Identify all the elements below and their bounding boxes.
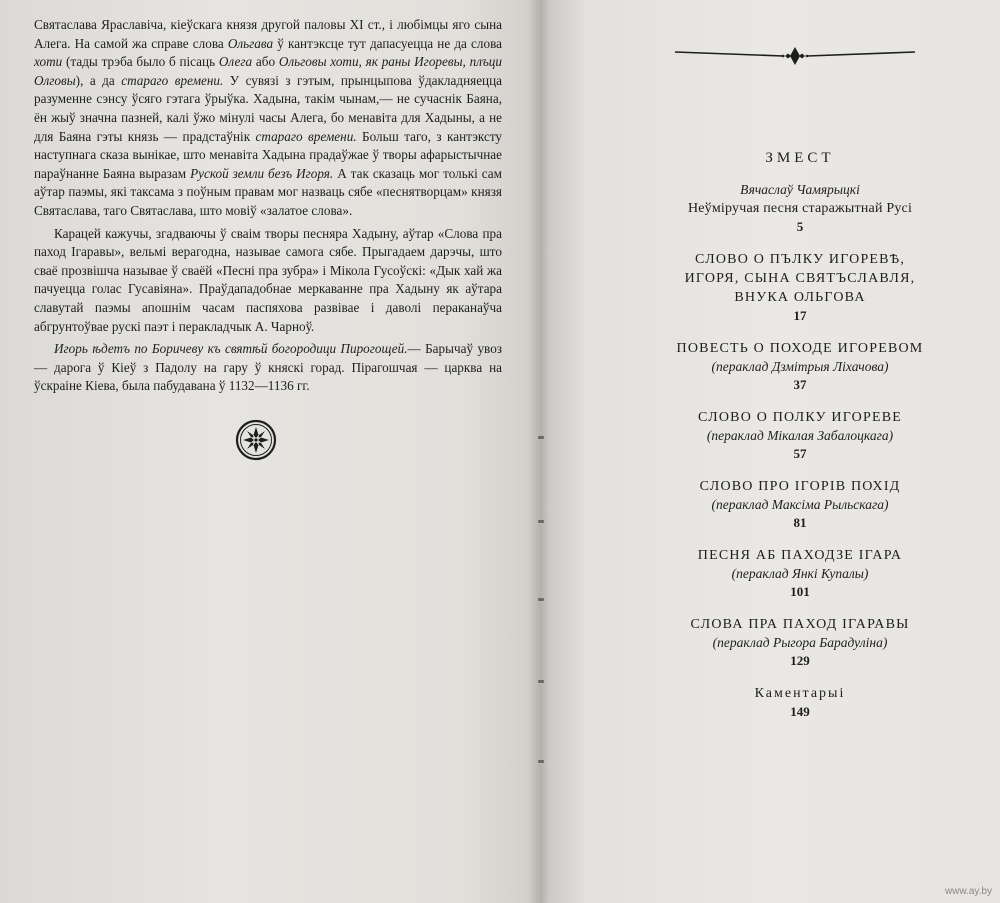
binding-stitch xyxy=(538,760,544,763)
text-run: ў кантэксце тут дапасуецца не да слова xyxy=(273,35,502,51)
quoted-phrase: Ольгава xyxy=(227,35,274,51)
text-run: (тады трэба было б пісаць xyxy=(62,54,219,70)
toc-entry xyxy=(640,339,960,394)
toc-translator: (пераклад Янкі Купалы) xyxy=(731,566,869,581)
toc-page-number: 37 xyxy=(793,377,807,392)
toc-entries xyxy=(640,250,960,670)
quoted-phrase: Руской земли безъ Игоря. xyxy=(190,165,334,181)
toc-heading: ПЕСНЯ АБ ПАХОДЗЕ ІГАРА xyxy=(697,548,903,563)
text-run: Карацей кажучы, згадваючы ў сваім творы песняра Хадыну, аўтар «Слова пра паход Ігаравы», вельмі верагодна, называе самога сябе. Прыгадаем дарэчы, што сваё прозвішча называе ў сваёй «Песні пра зубра» і Мікола Гусоўскі: «Дык хай жа пачуецца голас Гусавіяна». Праўдападобнае меркаванне пра Хадыну як аўтара славутай паэмы апошнім часам паспяхова развівае і даволі пераканаўча абгрунтоўвае рускі паэт і перакладчык А. Чарноў. xyxy=(34,225,502,334)
quoted-phrase: Игорь ѣдетъ по Боричеву къ святѣй богородици Пирогощей. xyxy=(54,341,408,357)
toc-page-number: 149 xyxy=(790,704,810,719)
toc-comments-label: Каментарыі xyxy=(754,686,846,701)
text-run: — Барычаў увоз — дарога ў Кіеў з Падолу на гару ў княскі горад. Пірагошчая — царква на ўскраіне Кіева, была пабудавана ў 1132—1136 гг. xyxy=(34,341,502,394)
rosette-ornament-icon xyxy=(234,418,278,462)
toc-heading: СЛОВО О ПЪЛКУ ИГОРЕВѢ, xyxy=(694,252,906,267)
header-ornament-rule xyxy=(675,44,915,68)
toc-page-number: 101 xyxy=(790,584,810,599)
toc-author: Вячаслаў Чамярыцкі xyxy=(740,182,860,197)
binding-stitch xyxy=(538,598,544,601)
text-run: ), а да xyxy=(75,72,122,88)
toc-subtitle: Неўміручая песня старажытнай Русі xyxy=(687,201,913,216)
toc-title: ЗМЕСТ xyxy=(765,150,835,166)
quoted-phrase: стараго времени. xyxy=(121,72,224,88)
commentary-paragraph xyxy=(34,340,502,396)
toc-entry xyxy=(640,615,960,670)
toc-heading: СЛОВО ПРО ІГОРІВ ПОХІД xyxy=(699,479,901,494)
watermark: www.ay.by xyxy=(944,886,992,897)
toc-entry xyxy=(640,546,960,601)
toc-entry xyxy=(640,477,960,532)
book-gutter xyxy=(528,0,550,903)
toc-heading: СЛОВО О ПОЛКУ ИГОРЕВЕ xyxy=(697,410,903,425)
toc-page-number: 5 xyxy=(796,219,804,234)
quoted-phrase: стараго времени. xyxy=(255,128,357,144)
text-run: або xyxy=(252,54,279,70)
commentary-paragraph xyxy=(34,16,502,221)
toc-entry-comments xyxy=(640,684,960,721)
text-run: Больш таго, з кантэксту наступнага сказа вынікае, што менавіта Хадына прадаўжае ў творы афарыстычнае параўнанне Баяна выразам xyxy=(34,128,502,181)
toc-translator: (пераклад Максіма Рыльскага) xyxy=(711,497,889,512)
commentary-paragraph xyxy=(34,225,502,337)
toc-heading: ВНУКА ОЛЬГОВА xyxy=(734,290,866,305)
toc-entry xyxy=(640,250,960,325)
toc-page-number: 81 xyxy=(793,515,807,530)
binding-stitch xyxy=(538,520,544,523)
toc-heading: СЛОВА ПРА ПАХОД ІГАРАВЫ xyxy=(690,617,910,632)
quoted-phrase: хоти xyxy=(34,54,63,70)
toc-page-number: 17 xyxy=(793,308,807,323)
toc-page-number: 129 xyxy=(790,653,810,668)
quoted-phrase: Олега xyxy=(218,54,253,70)
quoted-phrase: Ольговы хоти, як раны Игоревы, плъци Олговы xyxy=(34,54,502,88)
binding-stitch xyxy=(538,680,544,683)
toc-heading: ИГОРЯ, СЫНА СВЯТЪСЛАВЛЯ, xyxy=(684,271,916,286)
text-run: У сувязі з гэтым, прынцыпова ўдакладняецца разуменне сэнсу ўсяго гэтага ўрыўка. Хадына, такім чынам,— не сучаснік Баяна, ён жыў значна пазней, калі ўжо мінулі часы Алега, бо менавіта для Хадыны, а не для Баяна гэты князь — прадстаўнік xyxy=(34,72,503,144)
toc-heading: ПОВЕСТЬ О ПОХОДЕ ИГОРЕВОМ xyxy=(676,341,924,356)
text-run: А так сказаць мог толькі сам аўтар паэмы, які таксама з поўным правам мог назваць сябе «песнятворцам» князя Святаслава, таго Святаслава, што мовіў «залатое слова». xyxy=(34,165,502,218)
table-of-contents xyxy=(640,150,960,735)
toc-page-number: 57 xyxy=(793,446,807,461)
toc-translator: (пераклад Дзмітрыя Ліхачова) xyxy=(711,359,889,374)
toc-translator: (пераклад Мікалая Забалоцкага) xyxy=(706,428,894,443)
toc-translator: (пераклад Рыгора Барадуліна) xyxy=(712,635,888,650)
toc-entry-intro xyxy=(640,181,960,236)
toc-entry xyxy=(640,408,960,463)
commentary-text xyxy=(34,16,502,400)
binding-stitch xyxy=(538,436,544,439)
text-run: Святаслава Яраславіча, кіеўскага князя другой паловы XI ст., і любімцы яго сына Алега. На самой жа справе слова xyxy=(34,17,502,51)
